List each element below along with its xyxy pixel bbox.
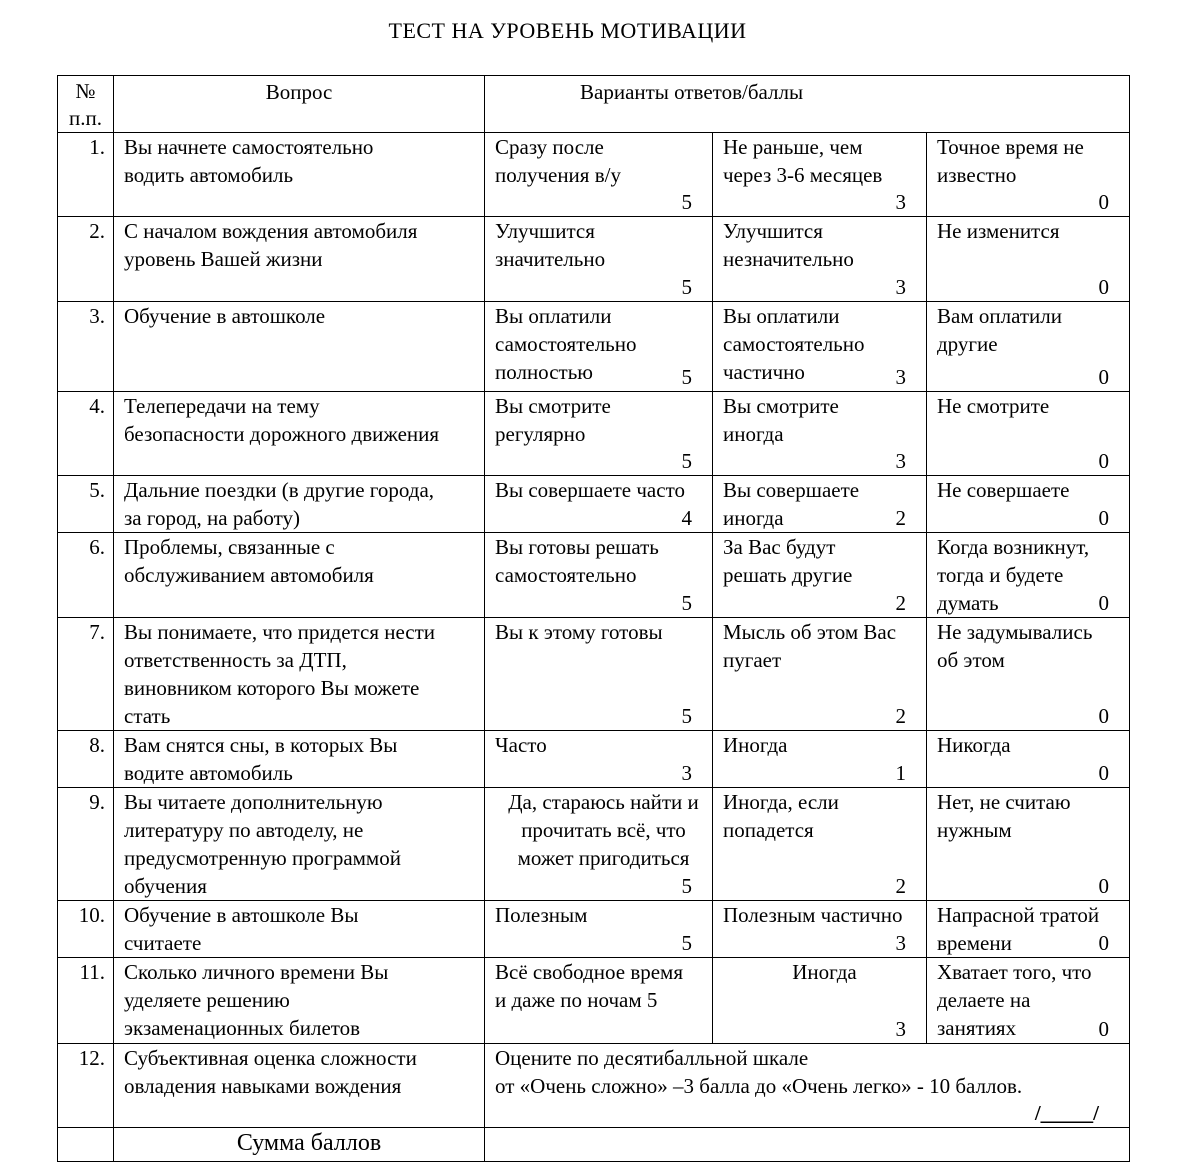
question-row bbox=[58, 788, 1130, 901]
question-text: Телепередачи на тему безопасности дорожного движения bbox=[114, 392, 485, 476]
self-assessment-cell bbox=[485, 1044, 1130, 1128]
answer-option-a bbox=[485, 731, 713, 788]
answer-option-b bbox=[713, 217, 927, 302]
answer-option-b bbox=[713, 788, 927, 901]
question-number: 6. bbox=[58, 533, 114, 618]
answer-option-b bbox=[713, 731, 927, 788]
answer-score: 5 bbox=[681, 591, 692, 615]
question-text: Вы понимаете, что придется нести ответственность за ДТП, виновником которого Вы можете стать bbox=[114, 618, 485, 731]
answer-option-a bbox=[485, 302, 713, 392]
answer-option-a bbox=[485, 788, 713, 901]
answer-text: Вы совершаете часто bbox=[495, 478, 685, 502]
answer-text: Хватает того, что делаете на занятиях bbox=[937, 960, 1092, 1040]
answer-text: Не совершаете bbox=[937, 478, 1070, 502]
answer-text: Часто bbox=[495, 733, 547, 757]
answer-option-b bbox=[713, 618, 927, 731]
answer-option-c bbox=[927, 302, 1130, 392]
answer-text: Вы оплатили самостоятельно полностью bbox=[495, 304, 637, 384]
answer-score: 0 bbox=[1098, 275, 1110, 299]
answer-text: Вы к этому готовы bbox=[495, 620, 663, 644]
answer-score: 2 bbox=[895, 506, 906, 530]
question-number: 8. bbox=[58, 731, 114, 788]
question-number: 11. bbox=[58, 958, 114, 1044]
header-row bbox=[58, 76, 1130, 133]
answer-option-b bbox=[713, 958, 927, 1044]
question-number: 2. bbox=[58, 217, 114, 302]
answer-text: Вы оплатили самостоятельно частично bbox=[723, 304, 865, 384]
question-text: Обучение в автошколе bbox=[114, 302, 485, 392]
question-row bbox=[58, 901, 1130, 958]
motivation-test-table bbox=[57, 75, 1130, 1162]
answer-option-b bbox=[713, 302, 927, 392]
answer-option-c bbox=[927, 901, 1130, 958]
answer-option-c bbox=[927, 788, 1130, 901]
answer-text: Когда возникнут, тогда и будете думать bbox=[937, 535, 1090, 615]
total-row bbox=[58, 1128, 1130, 1162]
total-number-cell bbox=[58, 1128, 114, 1162]
answer-option-b bbox=[713, 392, 927, 476]
answer-score: 3 bbox=[895, 365, 906, 389]
answer-score: 0 bbox=[1098, 761, 1110, 785]
answer-text: Полезным частично bbox=[723, 903, 903, 927]
answer-option-b bbox=[713, 133, 927, 217]
answer-text: Полезным bbox=[495, 903, 588, 927]
answer-option-b bbox=[713, 533, 927, 618]
answer-text: Улучшится незначительно bbox=[723, 219, 854, 271]
answer-text: Вы готовы решать самостоятельно bbox=[495, 535, 659, 587]
answer-score: 0 bbox=[1098, 874, 1110, 898]
answer-score: 0 bbox=[1098, 931, 1110, 955]
answer-score: 3 bbox=[681, 761, 692, 785]
answer-score: 0 bbox=[1098, 449, 1110, 473]
question-number: 10. bbox=[58, 901, 114, 958]
total-label: Сумма баллов bbox=[114, 1128, 485, 1162]
answer-score: 5 bbox=[681, 275, 692, 299]
question-number: 9. bbox=[58, 788, 114, 901]
answer-score: 3 bbox=[895, 275, 906, 299]
answer-text: Иногда bbox=[792, 960, 857, 984]
answer-option-c bbox=[927, 533, 1130, 618]
instruction-line-1: Оцените по десятибалльной шкале bbox=[495, 1046, 809, 1070]
question-number: 4. bbox=[58, 392, 114, 476]
answer-score: 5 bbox=[681, 704, 692, 728]
answer-option-a bbox=[485, 533, 713, 618]
answer-option-c bbox=[927, 958, 1130, 1044]
answer-option-c bbox=[927, 731, 1130, 788]
answer-text: Напрасной тратой времени bbox=[937, 903, 1100, 955]
answer-option-a bbox=[485, 133, 713, 217]
answer-option-c bbox=[927, 392, 1130, 476]
answer-text: Вы смотрите иногда bbox=[723, 394, 839, 446]
answer-text: Улучшится значительно bbox=[495, 219, 606, 271]
header-answers: Варианты ответов/баллы bbox=[485, 76, 1130, 133]
answer-score: 3 bbox=[895, 449, 906, 473]
answer-text: Нет, не считаю нужным bbox=[937, 790, 1071, 842]
answer-score: 5 bbox=[681, 190, 692, 214]
answer-option-c bbox=[927, 133, 1130, 217]
question-text: Дальние поездки (в другие города, за город, на работу) bbox=[114, 476, 485, 533]
answer-score: 2 bbox=[895, 874, 906, 898]
question-row bbox=[58, 533, 1130, 618]
question-text: Вам снятся сны, в которых Вы водите автомобиль bbox=[114, 731, 485, 788]
answer-score: 0 bbox=[1098, 591, 1110, 615]
answer-text: Вы смотрите регулярно bbox=[495, 394, 611, 446]
answer-score: 3 bbox=[895, 190, 906, 214]
answer-text: Да, стараюсь найти и прочитать всё, что может пригодиться bbox=[508, 790, 699, 870]
answer-score: 3 bbox=[895, 1017, 906, 1041]
answer-score: 0 bbox=[1098, 704, 1110, 728]
question-number: 1. bbox=[58, 133, 114, 217]
answer-option-a bbox=[485, 901, 713, 958]
answer-score: 0 bbox=[1098, 1017, 1110, 1041]
answer-score: 2 bbox=[895, 591, 906, 615]
answer-option-a bbox=[485, 476, 713, 533]
answer-text: Вам оплатили другие bbox=[937, 304, 1062, 356]
answer-score: 0 bbox=[1098, 506, 1110, 530]
answer-option-c bbox=[927, 476, 1130, 533]
answer-text: Не задумывались об этом bbox=[937, 620, 1093, 672]
answer-score: 4 bbox=[681, 506, 692, 530]
question-text: Проблемы, связанные с обслуживанием автомобиля bbox=[114, 533, 485, 618]
question-text: Субъективная оценка сложности овладения навыками вождения bbox=[114, 1044, 485, 1128]
answer-text: Не раньше, чем через 3-6 месяцев bbox=[723, 135, 883, 187]
answer-text: Не смотрите bbox=[937, 394, 1050, 418]
question-number: 12. bbox=[58, 1044, 114, 1128]
answer-text: За Вас будут решать другие bbox=[723, 535, 853, 587]
answer-option-a bbox=[485, 618, 713, 731]
question-row bbox=[58, 302, 1130, 392]
answer-text: Не изменится bbox=[937, 219, 1060, 243]
answer-score: 5 bbox=[681, 874, 692, 898]
answer-text: Сразу после получения в/у bbox=[495, 135, 621, 187]
answer-score: 3 bbox=[895, 931, 906, 955]
answer-text: Вы совершаете иногда bbox=[723, 478, 860, 530]
question-row bbox=[58, 476, 1130, 533]
answer-option-a bbox=[485, 392, 713, 476]
answer-score: 0 bbox=[1098, 190, 1110, 214]
answer-score: 2 bbox=[895, 704, 906, 728]
answer-text: Всё свободное время и даже по ночам 5 bbox=[495, 960, 684, 1012]
question-row bbox=[58, 217, 1130, 302]
question-text: Сколько личного времени Вы уделяете решению экзаменационных билетов bbox=[114, 958, 485, 1044]
answer-option-b bbox=[713, 476, 927, 533]
question-text: Вы начнете самостоятельно водить автомобиль bbox=[114, 133, 485, 217]
answer-score: 1 bbox=[895, 761, 906, 785]
answer-text: Мысль об этом Вас пугает bbox=[723, 620, 897, 672]
question-row bbox=[58, 133, 1130, 217]
document-title: ТЕСТ НА УРОВЕНЬ МОТИВАЦИИ bbox=[388, 18, 747, 43]
answer-text: Иногда bbox=[723, 733, 788, 757]
question-text: С началом вождения автомобиля уровень Вашей жизни bbox=[114, 217, 485, 302]
answer-option-c bbox=[927, 217, 1130, 302]
question-row bbox=[58, 1044, 1130, 1128]
score-blank-field[interactable]: /_____/ bbox=[1034, 1101, 1100, 1125]
answer-option-a bbox=[485, 958, 713, 1044]
answer-score: 0 bbox=[1098, 365, 1110, 389]
total-value-field[interactable] bbox=[485, 1128, 1130, 1162]
answer-option-b bbox=[713, 901, 927, 958]
answer-score: 5 bbox=[681, 931, 692, 955]
question-row bbox=[58, 958, 1130, 1044]
answer-text: Иногда, если попадется bbox=[723, 790, 839, 842]
question-text: Вы читаете дополнительную литературу по автоделу, не предусмотренную программой обучения bbox=[114, 788, 485, 901]
question-text: Обучение в автошколе Вы считаете bbox=[114, 901, 485, 958]
instruction-line-2: от «Очень сложно» –3 балла до «Очень легко» - 10 баллов. bbox=[495, 1074, 1023, 1098]
answer-text: Никогда bbox=[937, 733, 1011, 757]
answer-option-c bbox=[927, 618, 1130, 731]
question-row bbox=[58, 731, 1130, 788]
question-number: 5. bbox=[58, 476, 114, 533]
answer-option-a bbox=[485, 217, 713, 302]
answer-text: Точное время не известно bbox=[937, 135, 1084, 187]
question-number: 7. bbox=[58, 618, 114, 731]
question-row bbox=[58, 618, 1130, 731]
answer-score: 5 bbox=[681, 449, 692, 473]
answer-score: 5 bbox=[681, 365, 692, 389]
question-row bbox=[58, 392, 1130, 476]
header-number: № п.п. bbox=[58, 76, 114, 133]
header-question: Вопрос bbox=[114, 76, 485, 133]
question-number: 3. bbox=[58, 302, 114, 392]
